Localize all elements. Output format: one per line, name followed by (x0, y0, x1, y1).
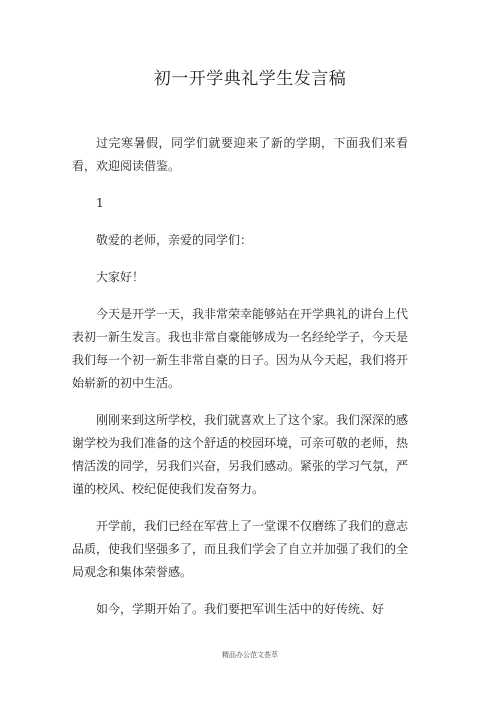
document-body (72, 132, 408, 635)
speech-paragraph-1: 今天是开学一天，我非常荣幸能够站在开学典礼的讲台上代表初一新生发言。我也非常自豪能够成为一名经纶学子，今天是我们每一个初一新生非常自豪的日子。因为从今天起，我们将开始崭新的初中生活。 (72, 307, 409, 390)
speech-paragraph-2: 刚刚来到这所学校，我们就喜欢上了这个家。我们深深的感谢学校为我们准备的这个舒适的校园环境，可亲可敬的老师，热情活泼的同学，另我们兴奋，另我们感动。紧张的学习气氛，严谨的校风、校纪促使我们发奋努力。 (72, 413, 409, 496)
salutation: 敬爱的老师，亲爱的同学们： (96, 233, 253, 247)
document-title: 初一开学典礼学生发言稿 (153, 69, 347, 89)
speech-paragraph-4: 如今，学期开始了。我们要把军训生活中的好传统、好 (96, 602, 385, 616)
greeting: 大家好！ (96, 270, 145, 284)
speech-paragraph-3: 开学前，我们已经在军营上了一堂课不仅磨练了我们的意志品质，使我们坚强多了，而且我们学会了自立并加强了我们的全局观念和集体荣誉感。 (72, 519, 409, 579)
intro-paragraph: 过完寒暑假，同学们就要迎来了新的学期，下面我们来看看，欢迎阅读借鉴。 (72, 136, 408, 173)
section-number: 1 (96, 196, 104, 210)
page-footer: 精品办公范文荟萃 (222, 651, 278, 659)
